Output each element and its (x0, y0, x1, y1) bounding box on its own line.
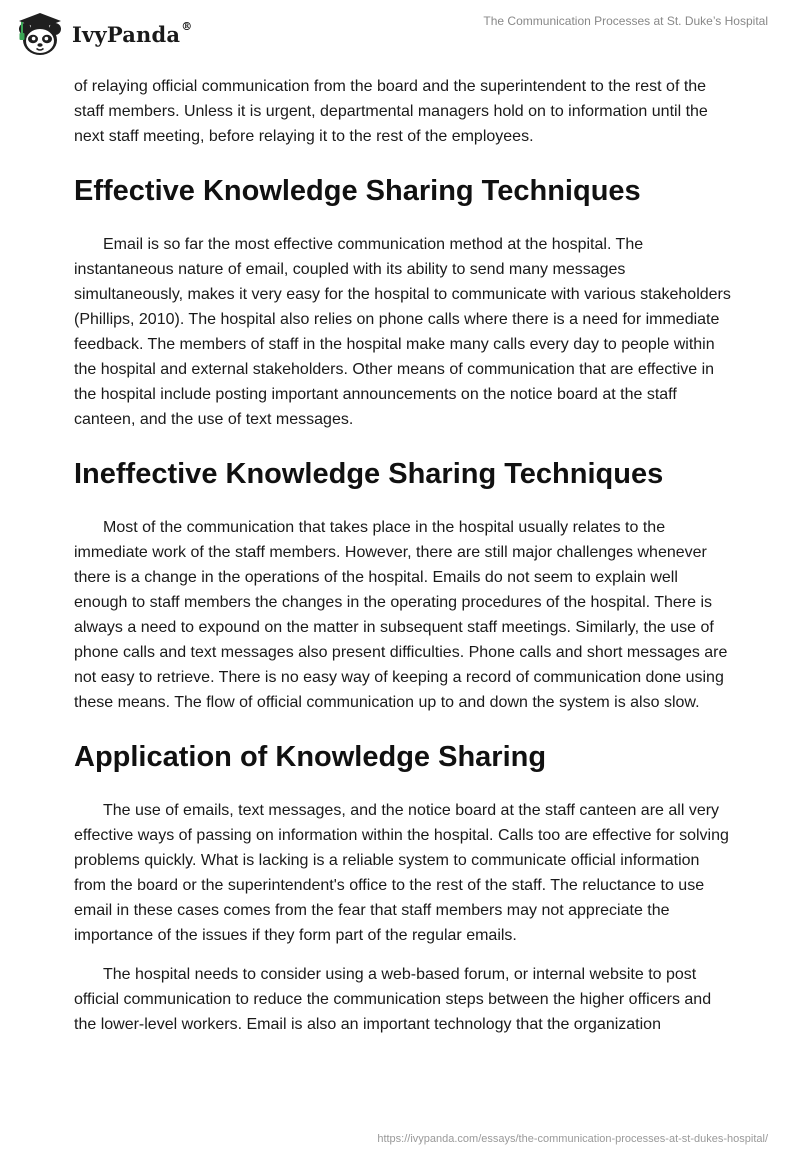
section-paragraph: The use of emails, text messages, and the notice board at the staff canteen are all very effective ways of passing on information within the hospital. Calls too are effective for solving problems quickly. What is lacking is a reliable system to communicate official information from the board or the superintendent's office to the rest of the staff. The reluctance to use email in these cases comes from the fear that staff members may not appreciate the importance of the issues if they form part of the regular emails. (74, 802, 729, 944)
intro-paragraph: of relaying official communication from the board and the superintendent to the rest of the staff members. Unless it is urgent, departmental managers hold on to information until the next staff meeting, before relaying it to the rest of the employees. (74, 78, 708, 145)
section-heading-effective: Effective Knowledge Sharing Techniques (74, 175, 641, 207)
document-title: The Communication Processes at St. Duke’s Hospital (483, 14, 768, 28)
section-paragraph: Most of the communication that takes place in the hospital usually relates to the immediate work of the staff members. However, there are still major challenges whenever there is a change in the operations of the hospital. Emails do not seem to explain well enough to staff members the changes in the operating procedures of the hospital. There is always a need to expound on the matter in subsequent staff meetings. Similarly, the use of phone calls and text messages also present difficulties. Phone calls and short messages are not easy to retrieve. There is no easy way of keeping a record of communication done using these means. The flow of official communication up to and down the system is also slow. (74, 519, 728, 711)
brand-logo[interactable] (14, 10, 192, 58)
panda-graduation-cap-icon (14, 10, 66, 58)
section-paragraph: The hospital needs to consider using a web-based forum, or internal website to post official communication to reduce the communication steps between the higher officers and the lower-level workers. Email is also an important technology that the organization (74, 966, 712, 1033)
registered-mark: ® (181, 19, 193, 33)
page-header (0, 0, 800, 70)
source-url-link[interactable]: https://ivypanda.com/essays/the-communication-processes-at-st-dukes-hospital/ (377, 1133, 768, 1145)
section-heading-application: Application of Knowledge Sharing (74, 741, 547, 773)
section-heading-ineffective: Ineffective Knowledge Sharing Techniques (74, 458, 664, 490)
brand-name: IvyPanda® (72, 19, 193, 47)
document-body (74, 74, 734, 1037)
section-paragraph: Email is so far the most effective communication method at the hospital. The instantaneous nature of email, coupled with its ability to send many messages simultaneously, makes it very easy for the hospital to communicate with various stakeholders (Phillips, 2010). The hospital also relies on phone calls where there is a need for immediate feedback. The members of staff in the hospital make many calls every day to people within the hospital and external stakeholders. Other means of communication that are effective in the hospital include posting important announcements on the notice board at the staff canteen, and the use of text messages. (74, 236, 731, 428)
